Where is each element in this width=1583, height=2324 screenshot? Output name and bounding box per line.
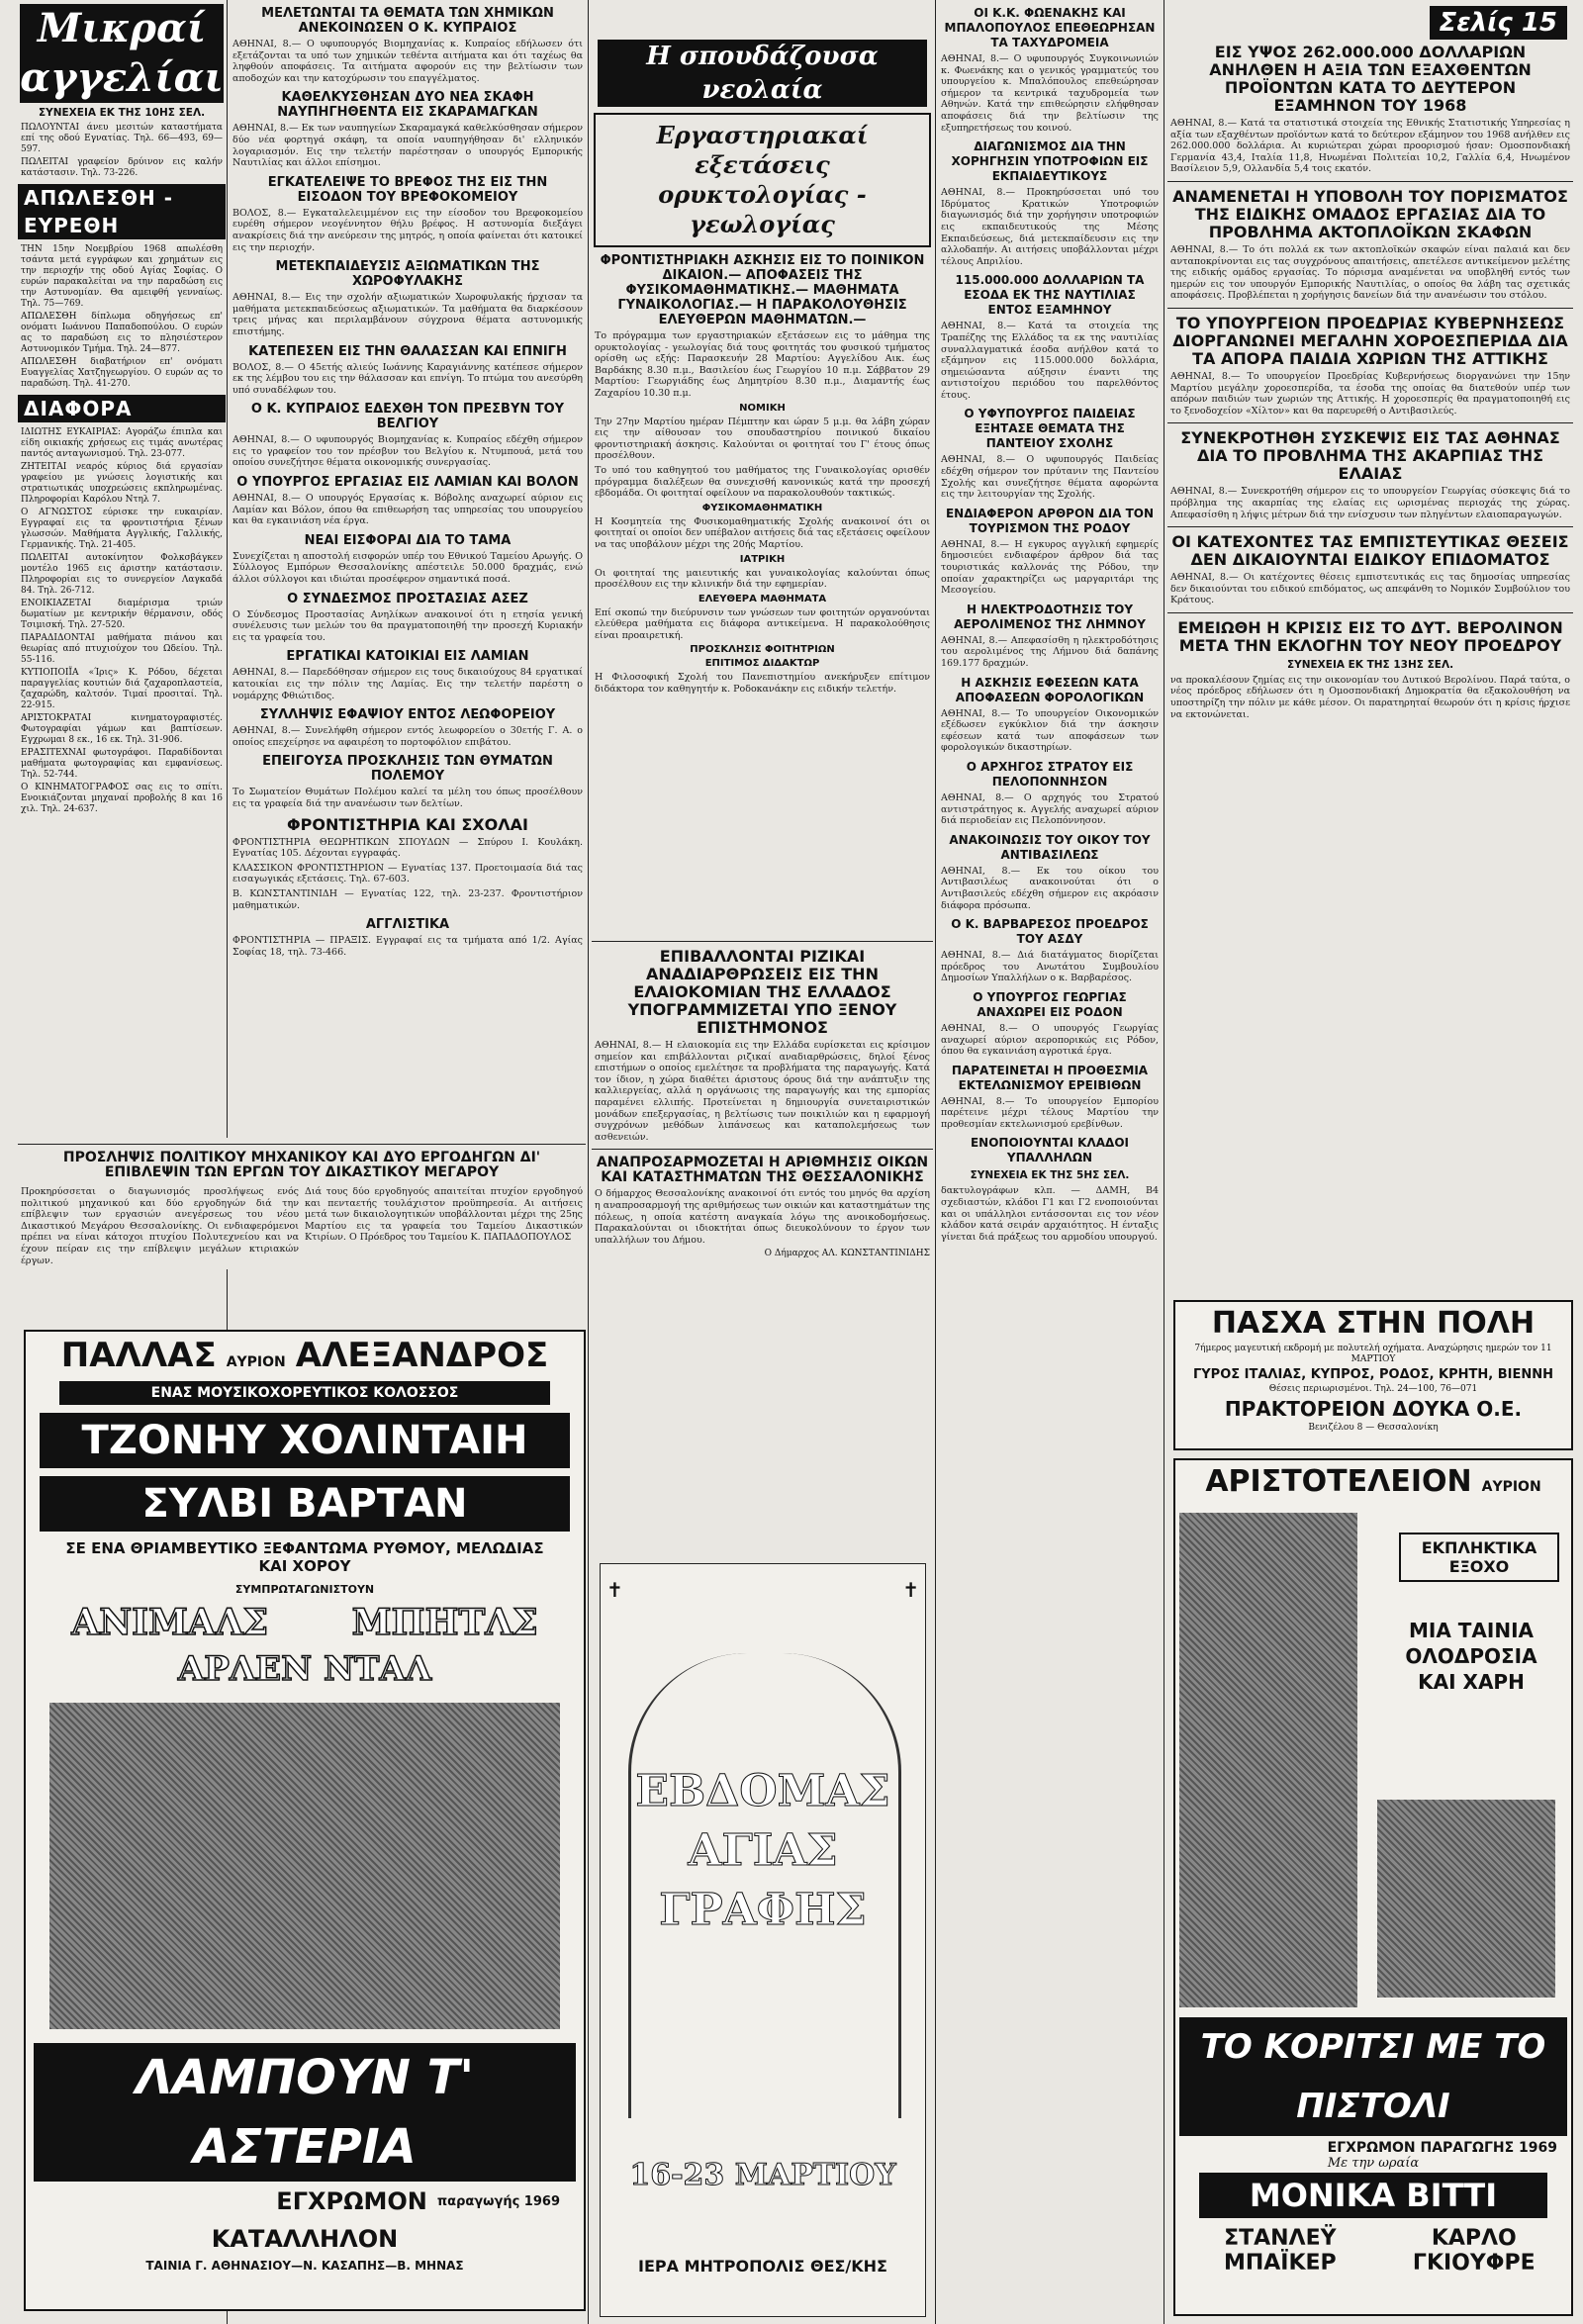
continuation-note: ΣΥΝΕΧΕΙΑ ΕΚ ΤΗΣ 10ΗΣ ΣΕΛ.	[38, 107, 206, 119]
article-body: ΑΘΗΝΑΙ, 8.— Προκηρύσσεται υπό του Ιδρύματος Κρατικών Υποτροφιών διαγωνισμός διά την χορήγησιν υποτροφιών εις εκπαιδευτικούς της Μέσης Εκπαιδεύσεως, διά μετεκπαίδευσιν εις την αλλοδαπήν. Αι αιτήσεις υποβάλλονται μέχρι τέλους Απριλίου.	[941, 187, 1159, 267]
headline: ΜΕΛΕΤΩΝΤΑΙ ΤΑ ΘΕΜΑΤΑ ΤΩΝ ΧΗΜΙΚΩΝ ΑΝΕΚΟΙΝΩΣΕΝ Ο Κ. ΚΥΠΡΑΙΟΣ	[261, 6, 554, 36]
holy-week-ad	[600, 1563, 926, 2317]
article-body: ΑΘΗΝΑΙ, 8.— Ο υφυπουργός Παιδείας εδέχθη σήμερον τον πρύτανιν της Παντείου Σχολής και συνεζήτησε θέματα αφορώντα εις την λειτουργίαν της Σχολής.	[941, 454, 1159, 501]
divider	[1167, 612, 1573, 613]
classified-ad: ΠΑΡΑΔΙΔΟΝΤΑΙ μαθήματα πιάνου και θεωρίας από πτυχιούχον του Ωδείου. Τηλ. 55-116.	[21, 633, 223, 665]
classified-ad: ΠΩΛΕΙΤΑΙ γραφείον δρύινον εις καλήν κατάστασιν. Τηλ. 73-226.	[21, 157, 223, 178]
subsection-title: ΕΠΙΤΙΜΟΣ ΔΙΔΑΚΤΩΡ	[704, 658, 820, 670]
arist-header	[1179, 1464, 1567, 1499]
cinema-tomorrow: ΑΥΡΙΟΝ	[1481, 1479, 1541, 1495]
distributor: ΤΑΙΝΙΑ Γ. ΑΘΗΝΑΣΙΟΥ—Ν. ΚΑΣΑΠΗΣ—Β. ΜΗΝΑΣ	[145, 2259, 464, 2273]
tagline-box	[1387, 1618, 1555, 1695]
article-body: ΑΘΗΝΑΙ, 8.— Το υπουργείον Εμπορίου παρέτεινε μέχρι τέλους Μαρτίου την προθεσμίαν εκτελωνισμού ερεβίνθων.	[941, 1095, 1159, 1130]
headline: Η ΑΣΚΗΣΙΣ ΕΦΕΣΕΩΝ ΚΑΤΑ ΑΠΟΦΑΣΕΩΝ ΦΟΡΟΛΟΓΙΚΩΝ	[955, 675, 1145, 704]
star-name: ΜΟΝΙΚΑ ΒΙΤΤΙ	[1199, 2173, 1547, 2218]
article-body: ΑΘΗΝΑΙ, 8.— Εις την σχολήν αξιωματικών Χωροφυλακής ήρχισαν τα μαθήματα μετεκπαιδεύσεως αξιωματικών. Τα μαθήματα θα διαρκέσουν τρεις μήνας και περιλαμβάνουν σύγχρονα θέματα αστυνομικής επιστήμης.	[233, 292, 583, 337]
ad-text-block	[601, 1762, 925, 1940]
article-body: ΑΘΗΝΑΙ, 8.— Ο αρχηγός του Στρατού αντιστράτηγος κ. Αγγελής αναχωρεί αύριον διά περιοδείαν εις Πελοπόννησον.	[941, 791, 1159, 827]
actress-photo	[1179, 1513, 1357, 2007]
color-label: ΕΓΧΡΩΜΟΝ	[276, 2187, 427, 2215]
article-body: ΑΘΗΝΑΙ, 8.— Ο υπουργός Γεωργίας αναχωρεί αύριον αεροπορικώς εις Ρόδον, όπου θα εγκαινιάση αγροτικά έργα.	[941, 1022, 1159, 1058]
film-still-photo	[49, 1703, 560, 2029]
article-body: ΑΘΗΝΑΙ, 8.— Το υπουργείον Οικονομικών εξέδωσεν εγκύκλιον διά την άσκησιν εφέσεων κατά των αποφάσεων των φορολογικών δικαστηρίων.	[941, 707, 1159, 754]
badge-box	[1399, 1533, 1559, 1582]
cinema-name-2: ΑΛΕΞΑΝΔΡΟΣ	[295, 1336, 549, 1375]
classified-ad: ΑΡΙΣΤΟΚΡΑΤΑΙ κινηματογραφιστές. Φωτογραφίαι γάμων και βαπτίσεων. Εγχρωμαι 8 εκ., 16 εκ. Τηλ. 31-906.	[21, 713, 223, 745]
co-stars	[30, 1602, 580, 1643]
article-body: ΑΘΗΝΑΙ, 8.— Ο υφυπουργός Βιομηχανίας κ. Κυπραίος εδήλωσεν ότι εξετάζονται τα υπό των χημικών τεθέντα αιτήματα και ότι ταχέως θα ληφθούν αποφάσεις. Τα αιτήματα αφορούν εις την βελτίωσιν των αποδοχών και την κατοχύρωσιν του επαγγέλματος.	[233, 39, 583, 84]
page-number-box	[1173, 8, 1567, 38]
classified-ad: ΕΡΑΣΙΤΕΧΝΑΙ φωτογράφοι. Παραδίδονται μαθήματα φωτογραφίας και εμφανίσεως. Τηλ. 52-744.	[21, 748, 223, 780]
article-body: δακτυλογράφων κλπ. — ΔΑΜΗ, Β4 σχεδιαστών, κλάδοι Γ1 και Γ2 ενοποιούνται και οι υπάλληλοι εντάσσονται εις τον νέον κλάδον κατά σειράν αρχαιότητος. Η ένταξις γίνεται διά πράξεως του αρμοδίου υπουργού.	[941, 1185, 1159, 1243]
pascha-travel-ad	[1173, 1300, 1573, 1450]
article-body: ΚΛΑΣΣΙΚΟΝ ΦΡΟΝΤΙΣΤΗΡΙΟΝ — Εγνατίας 137. Προετοιμασία διά τας εισαγωγικάς εξετάσεις. Τηλ. 67-603.	[233, 862, 583, 885]
article-body: να προκαλέσουν ζημίας εις την οικονομίαν του Δυτικού Βερολίνου. Παρά ταύτα, ο νέος πρόεδρος εδήλωσεν ότι η Ομοσπονδιακή Δημοκρατία θα εξακολουθήση να υποστηρίζη την πόλιν με κάθε μέσον. Οι παρατηρηταί θεωρούν ότι η κρίσις ήρχισε να εκτονώνεται.	[1170, 674, 1570, 720]
classified-ad: ΚΥΤΙΟΠΟΙΪΑ «Ίρις» Κ. Ρόδου, δέχεται παραγγελίας κουτιών διά ζαχαροπλαστεία, ζαχαρώδη, καλτσόν. Τιμαί προσιταί. Τηλ. 22-915.	[21, 668, 223, 710]
pallas-header	[30, 1336, 580, 1375]
article-body: Διά τους δύο εργοδηγούς απαιτείται πτυχίον εργοδηγού και πενταετής τουλάχιστον προϋπηρεσία. Αι αιτήσεις μετά των δικαιολογητικών υποβάλλονται μέχρι της 25ης Μαρτίου εις τα γραφεία του Ταμείου Δικαστικών Κτιρίων. Ο Πρόεδρος του Ταμείου Κ. ΠΑΠΑΔΟΠΟΥΛΟΣ	[305, 1186, 583, 1244]
subsection-title: ΙΑΤΡΙΚΗ	[739, 553, 786, 565]
headline: Ο Κ. ΚΥΠΡΑΙΟΣ ΕΔΕΧΘΗ ΤΟΝ ΠΡΕΣΒΥΝ ΤΟΥ ΒΕΛΓΙΟΥ	[250, 402, 565, 432]
headline: Ο ΥΠΟΥΡΓΟΣ ΓΕΩΡΓΙΑΣ ΑΝΑΧΩΡΕΙ ΕΙΣ ΡΟΔΟΝ	[973, 989, 1127, 1019]
classified-ad: ΖΗΤΕΙΤΑΙ νεαρός κύριος διά εργασίαν γραφείου με γνώσεις λογιστικής και στρατιωτικάς υποχρεώσεις εκπληρωμένας. Πληροφορίαι Καρόλου Ντηλ 7.	[21, 462, 223, 505]
headline: ΣΥΛΛΗΨΙΣ ΕΦΑΨΙΟΥ ΕΝΤΟΣ ΛΕΩΦΟΡΕΙΟΥ	[259, 707, 556, 723]
headline: 115.000.000 ΔΟΛΛΑΡΙΩΝ ΤΑ ΕΣΟΔΑ ΕΚ ΤΗΣ ΝΑΥΤΙΛΙΑΣ ΕΝΤΟΣ ΕΞΑΜΗΝΟΥ	[955, 273, 1145, 318]
headline: ΕΝΔΙΑΦΕΡΟΝ ΑΡΘΡΟΝ ΔΙΑ ΤΟΝ ΤΟΥΡΙΣΜΟΝ ΤΗΣ ΡΟΔΟΥ	[945, 506, 1155, 535]
article-body: ΑΘΗΝΑΙ, 8.— Το ότι πολλά εκ των ακτοπλοϊκών σκαφών είναι παλαιά και δεν ανταποκρίνονται εις τας συγχρόνους απαιτήσεις, απετέλεσε αντικείμενον μελέτης της ειδικής ομάδος εργασίας. Το πόρισμα αναμένεται να υποβληθή εντός των ημερών εις τον υπουργόν Εμπορικής Ναυτιλίας, ο οποίος θα λάβη τας σχετικάς αποφάσεις. Προβλέπεται η χορήγησις δανείων διά την ανανέωσιν του στόλου.	[1170, 243, 1570, 302]
headline: Ο ΥΠΟΥΡΓΟΣ ΕΡΓΑΣΙΑΣ ΕΙΣ ΛΑΜΙΑΝ ΚΑΙ ΒΟΛΟΝ	[236, 475, 579, 491]
ad-title: ΠΑΣΧΑ ΣΤΗΝ ΠΟΛΗ	[1211, 1306, 1536, 1341]
starring-label: Με την ωραία	[1327, 2156, 1420, 2171]
film-title: ΛΑΜΠΟΥΝ Τ' ΑΣΤΕΡΙΑ	[34, 2043, 576, 2182]
student-title-box	[594, 113, 931, 247]
student-banner: Η σπουδάζουσα νεολαία	[598, 40, 927, 107]
ad-dates: 16-23 ΜΑΡΤΙΟΥ	[629, 2158, 896, 2192]
article-body: ΑΘΗΝΑΙ, 8.— Ο υφυπουργός Συγκοινωνιών κ. Φωενάκης και ο γενικός γραμματεύς του υπουργείου κ. Μπαλόπουλος επεθεώρησαν σήμερον τα κεντρικά ταχυδρομεία των Αθηνών. Κατά την επιθεώρησιν ελήφθησαν αποφάσεις διά την βελτίωσιν της εξυπηρετήσεως του κοινού.	[941, 53, 1159, 134]
olive-article	[592, 935, 933, 1261]
headline: ΠΑΡΑΤΕΙΝΕΤΑΙ Η ΠΡΟΘΕΣΜΙΑ ΕΚΤΕΛΩΝΙΣΜΟΥ ΕΡΕΙΒΙΘΩΝ	[951, 1063, 1149, 1092]
headline: ΤΟ ΥΠΟΥΡΓΕΙΟΝ ΠΡΟΕΔΡΙΑΣ ΚΥΒΕΡΝΗΣΕΩΣ ΔΙΟΡΓΑΝΩΝΕΙ ΜΕΓΑΛΗΝ ΧΟΡΟΕΣΠΕΡΙΔΑ ΔΙΑ ΤΑ ΑΠΟΡΑ ΠΑΙΔΙΑ ΧΩΡΙΩΝ ΤΗΣ ΑΤΤΙΚΗΣ	[1172, 313, 1568, 368]
article-body: ΒΟΛΟΣ, 8.— Εγκαταλελειμμένον εις την είσοδον του Βρεφοκομείου ευρέθη σήμερον νεογέννητον θήλυ βρέφος. Η αστυνομία διεξάγει ανακρίσεις διά την ανεύρεσιν της μητρός, η οποία φαίνεται ότι κατοικεί εις την περιοχήν.	[233, 207, 583, 253]
article-body: Το πρόγραμμα των εργαστηριακών εξετάσεων εις το μάθημα της ορυκτολογίας - γεωλογίας διά τους φοιτητάς του φυσικού τμήματος ορίσθη ως εξής: Παρασκευήν 28 Μαρτίου: Αγγελίδου Αικ. έως Βαρδάκης 8.30 π.μ., Βασιλείου έως Γεωργίου 10 π.μ. Σάββατον 29 Μαρτίου: Γεωργιάδης έως Δημητρίου 8.30 π.μ., Διαμαντής έως Ζαχαρίου 10.30 π.μ.	[595, 330, 930, 399]
badge-text: ΕΚΠΛΗΚΤΙΚΑ ΕΞΟΧΟ	[1421, 1538, 1537, 1576]
co-star-name: ΚΑΡΛΟ ΓΚΙΟΥΦΡΕ	[1412, 2226, 1536, 2276]
headline: ΠΡΟΣΛΗΨΙΣ ΠΟΛΙΤΙΚΟΥ ΜΗΧΑΝΙΚΟΥ ΚΑΙ ΔΥΟ ΕΡΓΟΔΗΓΩΝ ΔΙ' ΕΠΙΒΛΕΨΙΝ ΤΩΝ ΕΡΓΩΝ ΤΟΥ ΔΙΚΑΣΤΙΚΟΥ ΜΕΓΑΡΟΥ	[62, 1150, 541, 1180]
headline: Ο ΑΡΧΗΓΟΣ ΣΤΡΑΤΟΥ ΕΙΣ ΠΕΛΟΠΟΝΝΗΣΟΝ	[966, 759, 1134, 789]
article-body: ΑΘΗΝΑΙ, 8.— Εκ του οίκου του Αντιβασιλέως ανακοινούται ότι ο Αντιβασιλεύς εδέχθη σήμερον εις ακρόασιν διάφορα πρόσωπα.	[941, 865, 1159, 911]
article-body: Η Φιλοσοφική Σχολή του Πανεπιστημίου ανεκήρυξεν επίτιμον διδάκτορα τον καθηγητήν κ. Ροδοκανάκην εις ειδικήν τελετήν.	[595, 672, 930, 696]
ad-tagline: ΜΙΑ ΤΑΙΝΙΑ ΟΛΟΔΡΟΣΙΑ ΚΑΙ ΧΑΡΗ	[1405, 1619, 1537, 1694]
ad-description: ΣΕ ΕΝΑ ΘΡΙΑΜΒΕΥΤΙΚΟ ΞΕΦΑΝΤΩΜΑ ΡΥΘΜΟΥ, ΜΕΛΩΔΙΑΣ ΚΑΙ ΧΟΡΟΥ	[65, 1539, 544, 1575]
cross-icon: ✝	[902, 1578, 919, 1602]
ad-description: 7ήμερος μαγευτική εκδρομή με πολυτελή οχήματα. Αναχώρησις ημερών τον 11 ΜΑΡΤΙΟΥ	[1194, 1344, 1552, 1364]
article-body: ΒΟΛΟΣ, 8.— Ο 45ετής αλιεύς Ιωάννης Καραγιάννης κατέπεσε σήμερον εκ της λέμβου του εις την θάλασσαν και επνίγη. Το πτώμα του ανεσύρθη υπό συναδέλφων του.	[233, 361, 583, 396]
ad-phone: Θέσεις περιωρισμένοι. Τηλ. 24—100, 76—071	[1268, 1384, 1478, 1394]
article-body: ΑΘΗΝΑΙ, 8.— Ο υφυπουργός Βιομηχανίας κ. Κυπραίος εδέχθη σήμερον εις το γραφείον του τον πρέσβυν του Βελγίου κ. Ντυμπουά, μετά του οποίου συνεζήτησε θέματα οικονομικής συνεργασίας.	[233, 434, 583, 469]
subsection-title: ΦΥΣΙΚΟΜΑΘΗΜΑΤΙΚΗ	[701, 502, 823, 513]
article-body: Το υπό του καθηγητού του μαθήματος της Γυναικολογίας ορισθέν πρόγραμμα διαλέξεων θα συνεχισθή κανονικώς κατά την προσεχή εβδομάδα. Οι φοιτηταί οφείλουν να παρακολουθούν τακτικώς.	[595, 464, 930, 500]
headline: Η ΗΛΕΚΤΡΟΔΟΤΗΣΙΣ ΤΟΥ ΑΕΡΟΛΙΜΕΝΟΣ ΤΗΣ ΛΗΜΝΟΥ	[954, 602, 1146, 631]
article-body: ΑΘΗΝΑΙ, 8.— Εκ των ναυπηγείων Σκαραμαγκά καθελκύσθησαν σήμερον δύο νέα φορτηγά σκάφη, τα οποία ναυπηγήθησαν δι' ελληνικόν λογαριασμόν. Εις την τελετήν παρέστησαν ο υπουργός Εμπορικής Ναυτιλίας και άλλοι επίσημοι.	[233, 123, 583, 169]
student-title: Εργαστηριακαί εξετάσεις ορυκτολογίας - γεωλογίας	[656, 121, 869, 238]
ad-sponsor: ΙΕΡΑ ΜΗΤΡΟΠΟΛΙΣ ΘΕΣ/ΚΗΣ	[638, 2257, 887, 2276]
article-body: ΑΘΗΝΑΙ, 8.— Ο υπουργός Εργασίας κ. Βόβολης αναχωρεί αύριον εις Λαμίαν και Βόλον, όπου θα επιθεωρήση τας υπηρεσίας του υπουργείου και θα εγκαινιάση νέα έργα.	[233, 493, 583, 527]
article-body: ΑΘΗΝΑΙ, 8.— Κατά τα στατιστικά στοιχεία της Εθνικής Στατιστικής Υπηρεσίας η αξία των εξαχθέντων προϊόντων κατά το δεύτερον εξάμηνον του 1968 ανήλθεν εις 262.000.000 δολλάρια. Αι κυριώτεραι χώραι προορισμού ήσαν: Ομοσπονδιακή Γερμανία 43,4, Ιταλία 11,8, Ηνωμέναι Πολιτείαι 10,2, Γαλλία 6,4, Ηνωμένον Βασίλειον 5,9, Ολλανδία 5,4 τοις εκατόν.	[1170, 118, 1570, 175]
divider	[592, 1149, 933, 1150]
news-column-d	[938, 0, 1162, 2324]
production-note: ΕΓΧΡΩΜΟΝ ΠΑΡΑΓΩΓΗΣ 1969	[1327, 2140, 1557, 2156]
divider	[18, 1144, 586, 1145]
co-starring-label: ΣΥΜΠΡΩΤΑΓΩΝΙΣΤΟΥΝ	[234, 1583, 375, 1596]
headline: ΜΕΤΕΚΠΑΙΔΕΥΣΙΣ ΑΞΙΩΜΑΤΙΚΩΝ ΤΗΣ ΧΩΡΟΦΥΛΑΚΗΣ	[275, 259, 540, 290]
divider	[1167, 526, 1573, 527]
article-body: Η Κοσμητεία της Φυσικομαθηματικής Σχολής ανακοινοί ότι οι φοιτηταί οι οποίοι δεν υπέβαλον αιτήσεις διά τας εξετάσεις οφείλουν να τας υποβάλουν μέχρι της 20ής Μαρτίου.	[595, 515, 930, 550]
signature: Ο Δήμαρχος ΑΛ. ΚΩΝΣΤΑΝΤΙΝΙΔΗΣ	[764, 1249, 930, 1259]
headline: ΑΓΓΛΙΣΤΙΚΑ	[365, 917, 450, 933]
ad-routes: ΓΥΡΟΣ ΙΤΑΛΙΑΣ, ΚΥΠΡΟΣ, ΡΟΔΟΣ, ΚΡΗΤΗ, ΒΙΕΝΝΗ	[1192, 1367, 1554, 1382]
column-rule	[588, 0, 589, 2324]
headline: ΝΕΑΙ ΕΙΣΦΟΡΑΙ ΔΙΑ ΤΟ ΤΑΜΑ	[304, 532, 512, 548]
article-body: Ο Σύνδεσμος Προστασίας Ανηλίκων ανακοινοί ότι η ετησία γενική συνέλευσις των μελών του θα πραγματοποιηθή την προσεχή Κυριακήν εις τα γραφεία του.	[233, 608, 583, 643]
article-body: Συνεχίζεται η αποστολή εισφορών υπέρ του Εθνικού Ταμείου Αρωγής. Ο Σύλλογος Εμπόρων Θεσσαλονίκης απέστειλε 50.000 δραχμάς, ενώ άλλοι σύλλογοι και ιδιώται προσέφερον σημαντικά ποσά.	[233, 550, 583, 586]
headline: ΟΙ Κ.Κ. ΦΩΕΝΑΚΗΣ ΚΑΙ ΜΠΑΛΟΠΟΥΛΟΣ ΕΠΕΘΕΩΡΗΣΑΝ ΤΑ ΤΑΧΥΔΡΟΜΕΙΑ	[944, 6, 1156, 49]
article-body: Οι φοιτηταί της μαιευτικής και γυναικολογίας καλούνται όπως προσέλθουν εις την κλινικήν διά την εφημερίαν.	[595, 567, 930, 591]
article-body: Επί σκοπώ την διεύρυνσιν των γνώσεων των φοιτητών οργανούνται ελεύθερα μαθήματα εις διάφορα αντικείμενα. Η παρακολούθησις είναι προαιρετική.	[595, 606, 930, 641]
article-body: Β. ΚΩΝΣΤΑΝΤΙΝΙΔΗ — Εγνατίας 122, τηλ. 23-237. Φροντιστήριον μαθηματικών.	[233, 887, 583, 911]
article-body: ΑΘΗΝΑΙ, 8.— Παρεδόθησαν σήμερον εις τους δικαιούχους 84 εργατικαί κατοικίαι εις την πόλιν της Λαμίας. Εις την τελετήν παρέστη ο νομάρχης Φθιώτιδος.	[233, 667, 583, 701]
article-body: Ο δήμαρχος Θεσσαλονίκης ανακοινοί ότι εντός του μηνός θα αρχίση η αναπροσαρμογή της αριθμήσεως των οικιών και καταστημάτων της πόλεως, η οποία κατέστη αναγκαία λόγω της ανοικοδομήσεως. Παρακαλούνται οι ιδιοκτήται όπως διευκολύνουν το έργον των υπαλλήλων του Δήμου.	[595, 1188, 930, 1246]
ad-word: ΑΓΙΑΣ	[688, 1825, 838, 1876]
news-column-e	[1167, 0, 1573, 2324]
divider	[1167, 422, 1573, 423]
article-body: Το Σωματείον Θυμάτων Πολέμου καλεί τα μέλη του όπως προσέλθουν εις τα γραφεία διά την ανανέωσιν των δελτίων.	[233, 787, 583, 809]
headline: ΕΝΟΠΟΙΟΥΝΤΑΙ ΚΛΑΔΟΙ ΥΠΑΛΛΗΛΩΝ	[970, 1136, 1130, 1165]
classified-ad: ΑΠΩΛΕΣΘΗ διαβατήριον επ' ονόματι Ευαγγελίας Χατζηγεωργίου. Ο ευρών ας το παραδώση. Τηλ. 41-270.	[21, 357, 223, 389]
headline: ΦΡΟΝΤΙΣΤΗΡΙΑ ΚΑΙ ΣΧΟΛΑΙ	[287, 814, 528, 834]
classified-ad: Ο ΑΓΝΩΣΤΟΣ εύρισκε την ευκαιρίαν. Εγγραφαί εις τα φροντιστήρια ξένων γλωσσών. Μαθήματα Αγγλικής, Γαλλικής, Γερμανικής. Τηλ. 21-405.	[21, 508, 223, 550]
aristotelion-cinema-ad	[1173, 1458, 1573, 2316]
article-body: ΦΡΟΝΤΙΣΤΗΡΙΑ ΘΕΩΡΗΤΙΚΩΝ ΣΠΟΥΔΩΝ — Σπύρου Ι. Κουλάκη. Εγνατίας 105. Δέχονται εγγραφάς.	[233, 836, 583, 860]
headline: Ο ΥΦΥΠΟΥΡΓΟΣ ΠΑΙΔΕΙΑΣ ΕΞΗΤΑΣΕ ΘΕΜΑΤΑ ΤΗΣ ΠΑΝΤΕΙΟΥ ΣΧΟΛΗΣ	[964, 407, 1136, 451]
classified-ad: ΑΠΩΛΕΣΘΗ δίπλωμα οδηγήσεως επ' ονόματι Ιωάννου Παπαδοπούλου. Ο ευρών ας το παραδώση εις το πλησιέστερον Αστυνομικόν Τμήμα. Τηλ. 24—877.	[21, 312, 223, 354]
article-body: ΑΘΗΝΑΙ, 8.— Συνελήφθη σήμερον εντός λεωφορείου ο 30ετής Γ. Α. ο οποίος επεχείρησε να αφαιρέση το πορτοφόλιον επιβάτου.	[233, 725, 583, 748]
cinema-name: ΑΡΙΣΤΟΤΕΛΕΙΟΝ	[1205, 1464, 1472, 1499]
article-body: ΑΘΗΝΑΙ, 8.— Απεφασίσθη η ηλεκτροδότησις του αερολιμένος της Λήμνου διά δαπάνης 169.177 δραχμών.	[941, 634, 1159, 669]
article-body: ΦΡΟΝΤΙΣΤΗΡΙΑ — ΠΡΑΞΙΣ. Εγγραφαί εις τα τμήματα από 1/2. Αγίας Σοφίας 18, τηλ. 73-466.	[233, 935, 583, 958]
classified-ad: ΠΩΛΟΥΝΤΑΙ άνευ μεσιτών καταστήματα επί της οδού Εγνατίας. Τηλ. 66—493, 69—597.	[21, 123, 223, 154]
continuation-note: ΣΥΝΕΧΕΙΑ ΕΚ ΤΗΣ 13ΗΣ ΣΕΛ.	[1286, 658, 1454, 671]
headline: ΕΡΓΑΤΙΚΑΙ ΚΑΤΟΙΚΙΑΙ ΕΙΣ ΛΑΜΙΑΝ	[286, 649, 529, 665]
cinema-tomorrow: ΑΥΡΙΟΝ	[226, 1354, 286, 1370]
ad-tagline: ΕΝΑΣ ΜΟΥΣΙΚΟΧΟΡΕΥΤΙΚΟΣ ΚΟΛΟΣΣΟΣ	[59, 1381, 550, 1405]
headline: ΑΝΑΚΟΙΝΩΣΙΣ ΤΟΥ ΟΙΚΟΥ ΤΟΥ ΑΝΤΙΒΑΣΙΛΕΩΣ	[949, 832, 1151, 862]
color-note	[30, 2187, 560, 2215]
continuation-note: ΣΥΝΕΧΕΙΑ ΕΚ ΤΗΣ 5ΗΣ ΣΕΛ.	[970, 1169, 1130, 1182]
headline: ΕΠΕΙΓΟΥΣΑ ΠΡΟΣΚΛΗΣΙΣ ΤΩΝ ΘΥΜΑΤΩΝ ΠΟΛΕΜΟΥ	[262, 754, 553, 785]
pallas-cinema-ad	[24, 1330, 586, 2311]
band-name: ΜΠΗΤΛΣ	[351, 1602, 538, 1643]
section-misc: ΔΙΑΦΟΡΑ	[18, 395, 226, 422]
classified-ad: ΠΩΛΕΙΤΑΙ αυτοκίνητον Φολκσβάγκεν μοντέλο 1965 εις άριστην κατάστασιν. Πληροφορίαι εις το συνεργείον Λαγκαδά 84. Τηλ. 26-712.	[21, 553, 223, 596]
agency-address: Βενιζέλου 8 — Θεσσαλονίκη	[1308, 1423, 1439, 1433]
ad-word: ΓΡΑΦΗΣ	[659, 1885, 867, 1935]
article-body: ΑΘΗΝΑΙ, 8.— Η ελαιοκομία εις την Ελλάδα ευρίσκεται εις κρίσιμον σημείον και επιβάλλονται ριζικαί αναδιαρθρώσεις, δηλοί ξένος επιστήμων ο οποίος εμελέτησε τα προβλήματα της παραγωγής. Κατά τον ίδιον, η χώρα διαθέτει άριστους όρους διά την ανάπτυξιν της καλλιεργείας, αλλά η οργάνωσις της παραγωγής και της εμπορίας παραμένει ελλιπής. Προτείνεται η δημιουργία συνεταιριστικών μονάδων επεξεργασίας, η βελτίωσις των ποικιλιών και η εφαρμογή συγχρόνων μεθόδων λιπάνσεως και καταπολεμήσεως των ασθενειών.	[595, 1040, 930, 1143]
student-column	[592, 0, 933, 2324]
article-body: Την 27ην Μαρτίου ημέραν Πέμπτην και ώραν 5 μ.μ. θα λάβη χώραν εις την αίθουσαν του σπουδαστηρίου ποινικού δικαίου φροντιστηριακή άσκησις. Καλούνται οι φοιτηταί του Γ' έτους όπως προσέλθουν.	[595, 416, 930, 462]
headline: ΚΑΤΕΠΕΣΕΝ ΕΙΣ ΤΗΝ ΘΑΛΑΣΣΑΝ ΚΑΙ ΕΠΝΙΓΗ	[248, 343, 567, 359]
headline: ΕΓΚΑΤΕΛΕΙΨΕ ΤΟ ΒΡΕΦΟΣ ΤΗΣ ΕΙΣ ΤΗΝ ΕΙΣΟΔΟΝ ΤΟΥ ΒΡΕΦΟΚΟΜΕΙΟΥ	[267, 174, 548, 205]
poster-area	[1179, 1499, 1567, 2013]
column-rule	[935, 0, 936, 2324]
film-title: ΤΟ ΚΟΡΙΤΣΙ ΜΕ ΤΟ ΠΙΣΤΟΛΙ	[1179, 2017, 1567, 2136]
student-subtitle: ΦΡΟΝΤΙΣΤΗΡΙΑΚΗ ΑΣΚΗΣΙΣ ΕΙΣ ΤΟ ΠΟΙΝΙΚΟΝ ΔΙΚΑΙΟΝ.— ΑΠΟΦΑΣΕΙΣ ΤΗΣ ΦΥΣΙΚΟΜΑΘΗΜΑΤΙΚΗΣ.— ΜΑΘΗΜΑΤΑ ΓΥΝΑΙΚΟΛΟΓΙΑΣ.— Η ΠΑΡΑΚΟΛΟΥΘΗΣΙΣ ΕΛΕΥΘΕΡΩΝ ΜΑΘΗΜΑΤΩΝ.—	[600, 253, 925, 327]
article-body: ΑΘΗΝΑΙ, 8.— Το υπουργείον Προεδρίας Κυβερνήσεως διοργανώνει την 15ην Μαρτίου μεγάλην χοροεσπερίδα, τα έσοδα της οποίας θα διατεθούν υπέρ των απόρων παιδιών των χωριών της Αττικής. Η χοροεσπερίς θα πραγματοποιηθή εις το ξενοδοχείον «Χίλτον» και θα παρευρεθή ο Αντιβασιλεύς.	[1170, 370, 1570, 417]
headline: ΔΙΑΓΩΝΙΣΜΟΣ ΔΙΑ ΤΗΝ ΧΟΡΗΓΗΣΙΝ ΥΠΟΤΡΟΦΙΩΝ ΕΙΣ ΕΚΠΑΙΔΕΥΤΙΚΟΥΣ	[951, 139, 1149, 184]
headline: ΚΑΘΕΛΚΥΣΘΗΣΑΝ ΔΥΟ ΝΕΑ ΣΚΑΦΗ ΝΑΥΠΗΓΗΘΕΝΤΑ ΕΙΣ ΣΚΑΡΑΜΑΓΚΑΝ	[277, 90, 538, 121]
headline: ΕΠΙΒΑΛΛΟΝΤΑΙ ΡΙΖΙΚΑΙ ΑΝΑΔΙΑΡΘΡΩΣΕΙΣ ΕΙΣ ΤΗΝ ΕΛΑΙΟΚΟΜΙΑΝ ΤΗΣ ΕΛΛΑΔΟΣ ΥΠΟΓΡΑΜΜΙΖΕΤΑΙ ΥΠΟ ΞΕΝΟΥ ΕΠΙΣΤΗΜΟΝΟΣ	[627, 947, 897, 1037]
subsection-title: ΝΟΜΙΚΗ	[739, 402, 786, 414]
divider	[1167, 181, 1573, 182]
page-number: Σελίς 15	[1430, 6, 1567, 40]
headline: ΑΝΑΜΕΝΕΤΑΙ Η ΥΠΟΒΟΛΗ ΤΟΥ ΠΟΡΙΣΜΑΤΟΣ ΤΗΣ ΕΙΔΙΚΗΣ ΟΜΑΔΟΣ ΕΡΓΑΣΙΑΣ ΔΙΑ ΤΟ ΠΡΟΒΛΗΜΑ ΑΚΤΟΠΛΟΪΚΩΝ ΣΚΑΦΩΝ	[1172, 186, 1568, 241]
headline: ΕΜΕΙΩΘΗ Η ΚΡΙΣΙΣ ΕΙΣ ΤΟ ΔΥΤ. ΒΕΡΟΛΙΝΟΝ ΜΕΤΑ ΤΗΝ ΕΚΛΟΓΗΝ ΤΟΥ ΝΕΟΥ ΠΡΟΕΔΡΟΥ	[1177, 617, 1563, 655]
headline: ΣΥΝΕΚΡΟΤΗΘΗ ΣΥΣΚΕΨΙΣ ΕΙΣ ΤΑΣ ΑΘΗΝΑΣ ΔΙΑ ΤΟ ΠΡΟΒΛΗΜΑ ΤΗΣ ΑΚΑΡΠΙΑΣ ΤΗΣ ΕΛΑΙΑΣ	[1180, 428, 1560, 484]
co-star-name: ΑΡΛΕΝ ΝΤΑΛ	[177, 1649, 432, 1689]
production-year: παραγωγής 1969	[436, 2193, 560, 2209]
headline: Ο Κ. ΒΑΡΒΑΡΕΣΟΣ ΠΡΟΕΔΡΟΣ ΤΟΥ ΑΣΔΥ	[951, 917, 1149, 947]
article-body: ΑΘΗΝΑΙ, 8.— Διά διατάγματος διορίζεται πρόεδρος του Ανωτάτου Συμβουλίου Δημοσίων Υπαλλήλων ο κ. Βαρβαρέσος.	[941, 950, 1159, 984]
hiring-notice	[18, 1138, 586, 1269]
classified-ad: ΤΗΝ 15ην Νοεμβρίου 1968 απωλέσθη τσάντα μετά εγγράφων και χρημάτων εις την περιοχήν της οδού Αγίας Σοφίας. Ο ευρών παρακαλείται να την παραδώση εις την Αστυνομίαν. Θα αμειφθή γενναίως. Τηλ. 75—769.	[21, 244, 223, 309]
divider	[1167, 308, 1573, 309]
article-body: ΑΘΗΝΑΙ, 8.— Κατά τα στοιχεία της Τραπέζης της Ελλάδος τα εκ της ναυτιλίας συναλλαγματικά έσοδα ανήλθον κατά το εξάμηνον εις 115.000.000 δολλάρια, σημειώσαντα αύξησιν έναντι της αντιστοίχου περιόδου του παρελθόντος έτους.	[941, 321, 1159, 401]
classified-ad: ΙΔΙΩΤΗΣ ΕΥΚΑΙΡΙΑΣ: Αγοράζω έπιπλα και είδη οικιακής χρήσεως εις τιμάς ανωτέρας παντός ανταγωνισμού. Τηλ. 23-077.	[21, 427, 223, 459]
headline: ΕΙΣ ΥΨΟΣ 262.000.000 ΔΟΛΛΑΡΙΩΝ ΑΝΗΛΘΕΝ Η ΑΞΙΑ ΤΩΝ ΕΞΑΧΘΕΝΤΩΝ ΠΡΟΪΟΝΤΩΝ ΚΑΤΑ ΤΟ ΔΕΥΤΕΡΟΝ ΕΞΑΜΗΝΟΝ ΤΟΥ 1968	[1209, 43, 1532, 115]
co-stars	[1179, 2226, 1567, 2276]
star-name: ΤΖΟΝΗΥ ΧΟΛΙΝΤΑΙΗ	[40, 1413, 570, 1468]
agency-name: ΠΡΑΚΤΟΡΕΙΟΝ ΔΟΥΚΑ Ο.Ε.	[1224, 1397, 1523, 1421]
article-body: ΑΘΗΝΑΙ, 8.— Συνεκροτήθη σήμερον εις το υπουργείον Γεωργίας σύσκεψις διά το πρόβλημα της ακαρπίας της ελαίας εις ωρισμένας περιοχάς της χώρας. Απεφασίσθη η λήψις μέτρων διά την ενίσχυσιν των πληγέντων ελαιοπαραγωγών.	[1170, 486, 1570, 520]
ad-word: ΕΒΔΟΜΑΣ	[635, 1766, 890, 1816]
article-body: Προκηρύσσεται ο διαγωνισμός προσλήψεως ενός πολιτικού μηχανικού και δύο εργοδηγών διά την επίβλεψιν των εργασιών ανεγέρσεως του νέου Δικαστικού Μεγάρου Θεσσαλονίκης. Οι ενδιαφερόμενοι πρέπει να είναι κάτοχοι πτυχίου Πολυτεχνείου και να έχουν πείραν εις την επίβλεψιν μεγάλων κτιριακών έργων.	[21, 1186, 299, 1266]
divider	[592, 941, 933, 942]
star-name: ΣΥΛΒΙ ΒΑΡΤΑΝ	[40, 1476, 570, 1532]
headline: Ο ΣΥΝΔΕΣΜΟΣ ΠΡΟΣΤΑΣΙΑΣ ΑΣΕΖ	[287, 591, 528, 606]
co-star-name: ΣΤΑΝΛΕΫ ΜΠΑΪΚΕΡ	[1223, 2226, 1337, 2276]
cinema-name: ΠΑΛΛΑΣ	[60, 1336, 217, 1375]
band-name: ΑΝΙΜΑΛΣ	[71, 1602, 269, 1643]
cross-icon: ✝	[606, 1578, 623, 1602]
article-body: ΑΘΗΝΑΙ, 8.— Οι κατέχοντες θέσεις εμπιστευτικάς εις τας δημοσίας υπηρεσίας δεν δικαιούνται του ειδικού επιδόματος, ως απεφάνθη το Νομικόν Συμβούλιον του Κράτους.	[1170, 572, 1570, 606]
section-lost-found: ΑΠΩΛΕΣΘΗ - ΕΥΡΕΘΗ	[18, 184, 226, 239]
classified-ad: ΕΝΟΙΚΙΑΖΕΤΑΙ διαμέρισμα τριών δωματίων με κεντρικήν θέρμανσιν, οδός Τσιμισκή. Τηλ. 27-520.	[21, 599, 223, 630]
subsection-title: ΕΛΕΥΘΕΡΑ ΜΑΘΗΜΑΤΑ	[698, 593, 827, 604]
notice-body	[18, 1183, 586, 1269]
article-body: ΑΘΗΝΑΙ, 8.— Η εγκυρος αγγλική εφημερίς δημοσιεύει ενδιαφέρον άρθρον διά τας τουριστικάς καλλονάς της Ρόδου, την οποίαν χαρακτηρίζει ως μαργαριτάρι της Μεσογείου.	[941, 538, 1159, 597]
film-still-photo	[1377, 1800, 1555, 1998]
headline: ΑΝΑΠΡΟΣΑΡΜΟΖΕΤΑΙ Η ΑΡΙΘΜΗΣΙΣ ΟΙΚΩΝ ΚΑΙ ΚΑΤΑΣΤΗΜΑΤΩΝ ΤΗΣ ΘΕΣΣΑΛΟΝΙΚΗΣ	[596, 1155, 929, 1186]
classifieds-banner: Μικραί αγγελίαι	[20, 5, 224, 101]
rating-label: ΚΑΤΑΛΛΗΛΟΝ	[211, 2225, 399, 2253]
headline: ΟΙ ΚΑΤΕΧΟΝΤΕΣ ΤΑΣ ΕΜΠΙΣΤΕΥΤΙΚΑΣ ΘΕΣΕΙΣ ΔΕΝ ΔΙΚΑΙΟΥΝΤΑΙ ΕΙΔΙΚΟΥ ΕΠΙΔΟΜΑΤΟΣ	[1171, 532, 1569, 570]
subsection-title: ΠΡΟΣΚΛΗΣΙΣ ΦΟΙΤΗΤΡΙΩΝ	[690, 644, 835, 656]
classified-ad: Ο ΚΙΝΗΜΑΤΟΓΡΑΦΟΣ σας εις το σπίτι. Ενοικιάζονται μηχαναί προβολής 8 και 16 χιλ. Τηλ. 24-637.	[21, 783, 223, 814]
